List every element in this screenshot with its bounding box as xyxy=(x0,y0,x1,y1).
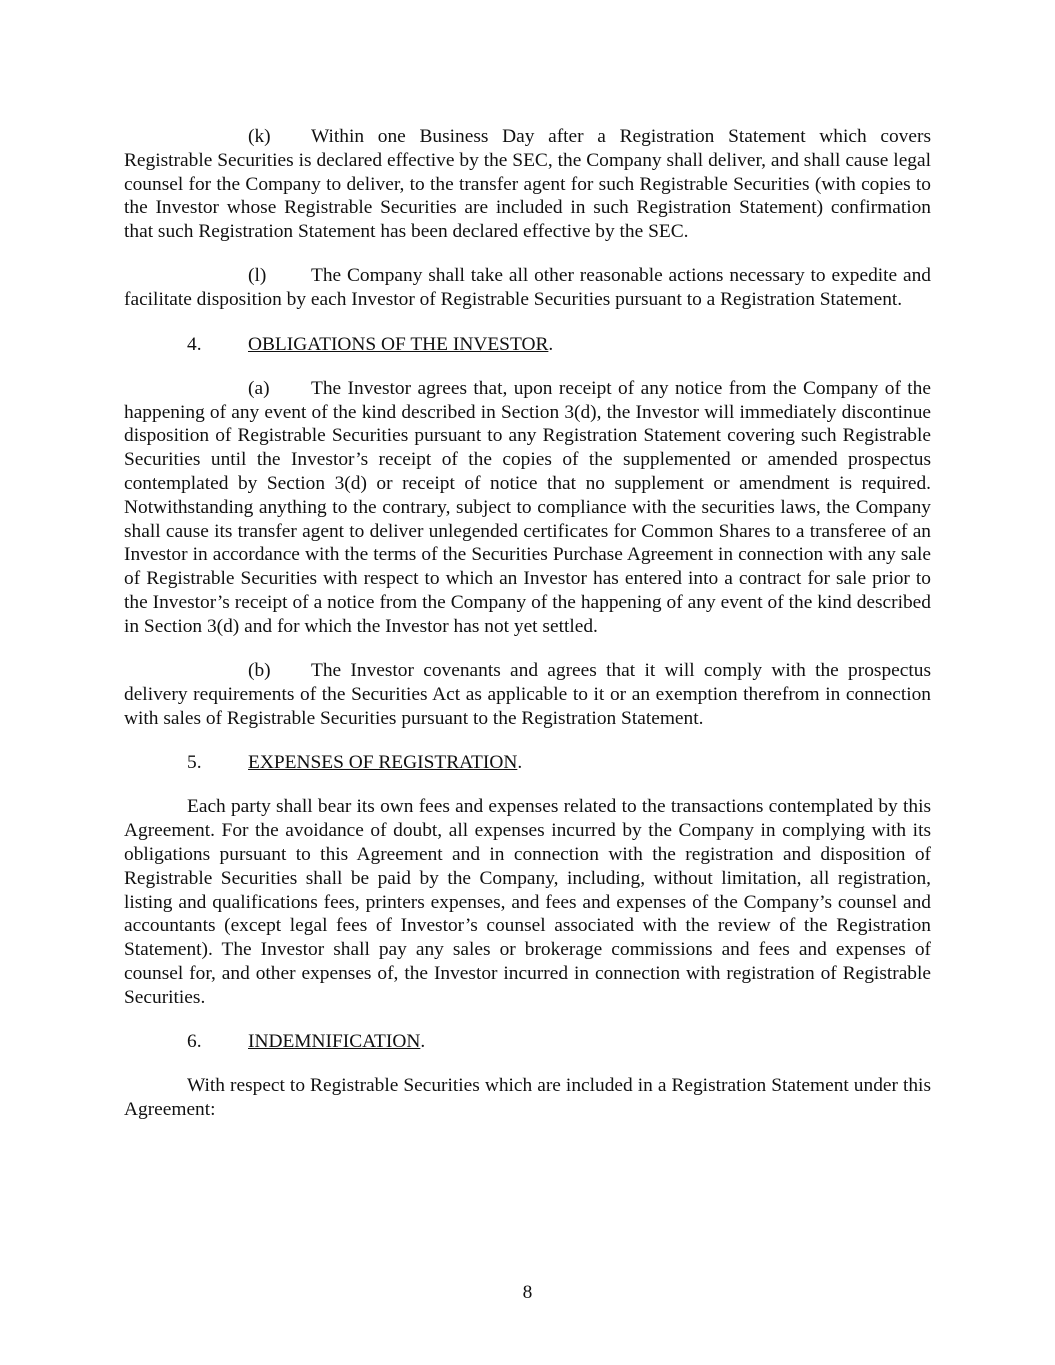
document-page xyxy=(124,125,931,1142)
section-title-period: . xyxy=(548,333,554,355)
clause-text: Within one Business Day after a Registration Statement which covers Registrable Securities is declared effective by the SEC, the Company shall deliver, and shall cause legal counsel for the Company to deliver, to the transfer agent for such Registrable Securities (with copies to the Investor whose Registrable Securities are included in such Registration Statement) confirmation that such Registration Statement has been declared effective by the SEC. xyxy=(124,126,931,243)
clause-label: (b) xyxy=(248,660,271,682)
section-number: 5. xyxy=(187,752,202,774)
section-title: OBLIGATIONS OF THE INVESTOR xyxy=(248,333,549,355)
section-4-heading xyxy=(187,333,931,357)
clause-3l xyxy=(124,264,931,312)
clause-4a xyxy=(124,377,931,639)
section-6-body: With respect to Registrable Securities which are included in a Registration Statement under this Agreement: xyxy=(124,1075,931,1121)
section-number: 4. xyxy=(187,333,202,355)
clause-4b xyxy=(124,659,931,730)
section-6-heading xyxy=(187,1030,931,1054)
section-title-period: . xyxy=(420,1031,426,1052)
section-title: INDEMNIFICATION xyxy=(248,1031,421,1052)
clause-label: (l) xyxy=(248,265,267,287)
clause-text: The Investor covenants and agrees that it will comply with the prospectus delivery requirements of the Securities Act as applicable to it or an exemption therefrom in connection with sales of Registrable Securities pursuant to the Registration Statement. xyxy=(124,660,931,729)
clause-text: The Investor agrees that, upon receipt of any notice from the Company of the happening of any event of the kind described in Section 3(d), the Investor will immediately discontinue disposition of Registrable Securities pursuant to any Registration Statement covering such Registrable Securities until the Investor’s receipt of the copies of the supplemented or amended prospectus contemplated by Section 3(d) or receipt of notice that no supplement or amendment is required. Notwithstanding anything to the contrary, subject to compliance with the securities laws, the Company shall cause its transfer agent to deliver unlegended certificates for Common Shares to a transferee of an Investor in accordance with the terms of the Securities Purchase Agreement in connection with any sale of Registrable Securities with respect to which an Investor has entered into a contract for sale prior to the Investor’s receipt of a notice from the Company of the happening of any event of the kind described in Section 3(d) and for which the Investor has not yet settled. xyxy=(124,377,931,637)
section-title-period: . xyxy=(517,752,523,774)
clause-3k xyxy=(124,125,931,244)
section-5-heading xyxy=(187,751,931,775)
section-5-body: Each party shall bear its own fees and expenses related to the transactions contemplated by this Agreement. For the avoidance of doubt, all expenses incurred by the Company in complying with its obligations pursuant to this Agreement and in connection with the registration and disposition of Registrable Securities shall be paid by the Company, including, without limitation, all registration, listing and qualifications fees, printers expenses, and fees and expenses of the Company’s counsel and accountants (except legal fees of Investor’s counsel associated with the review of the Registration Statement). The Investor shall pay any sales or brokerage commissions and fees and expenses of counsel for, and other expenses of, the Investor incurred in connection with registration of Registrable Securities. xyxy=(124,796,931,1008)
section-title: EXPENSES OF REGISTRATION xyxy=(248,752,518,774)
section-number: 6. xyxy=(187,1031,202,1052)
page-number: 8 xyxy=(522,1282,533,1303)
clause-label: (k) xyxy=(248,126,271,147)
clause-text: The Company shall take all other reasonable actions necessary to expedite and facilitate disposition by each Investor of Registrable Securities pursuant to a Registration Statement. xyxy=(124,265,931,311)
clause-label: (a) xyxy=(248,377,270,399)
